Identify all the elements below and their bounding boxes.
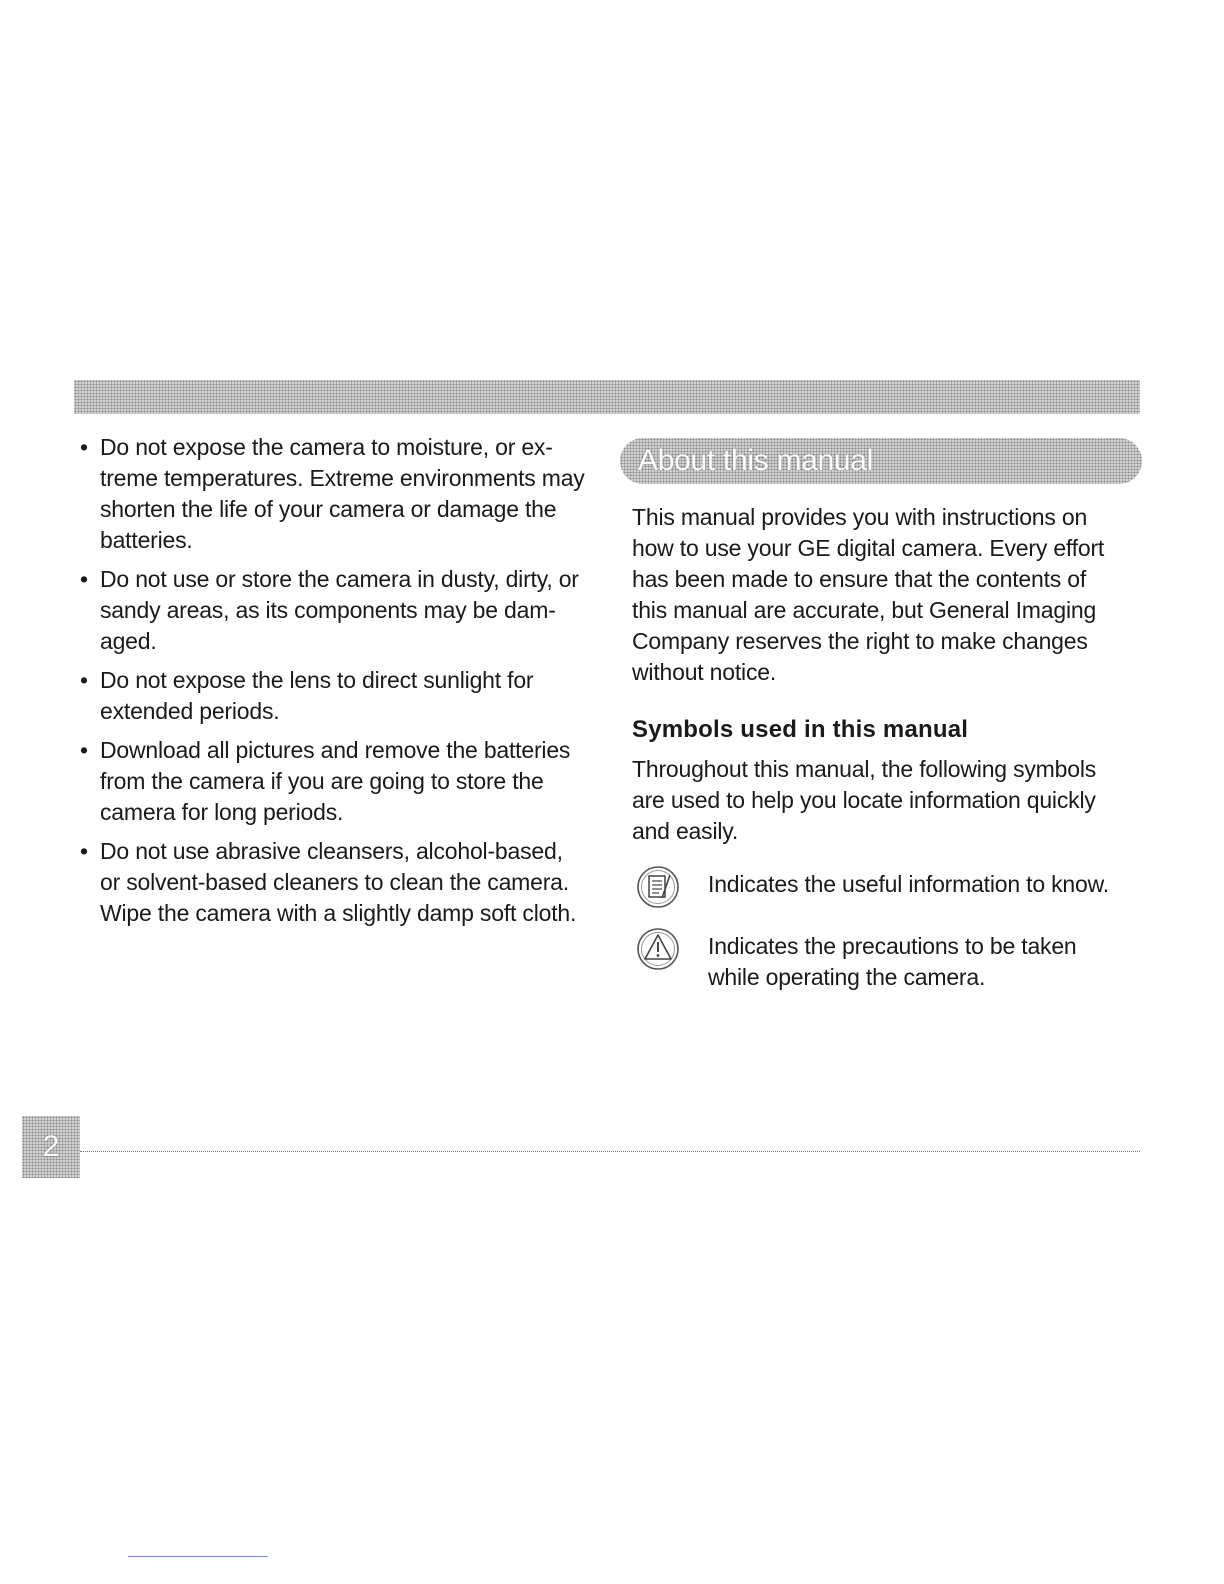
list-item-line: Download all pictures and remove the batteries	[100, 737, 571, 763]
bullet: •	[80, 838, 88, 864]
paragraph-line: without notice.	[632, 659, 777, 685]
list-item-line: or solvent-based cleaners to clean the camera.	[100, 869, 569, 895]
symbols-intro-paragraph	[632, 754, 1142, 847]
note-icon	[634, 865, 684, 909]
list-item-line: Do not use abrasive cleansers, alcohol-based,	[100, 838, 563, 864]
list-item-line: camera for long periods.	[100, 799, 344, 825]
bullet: •	[80, 737, 88, 763]
list-item-line: Do not expose the lens to direct sunlight for	[100, 667, 534, 693]
bottom-divider	[128, 1556, 268, 1557]
symbol-line: Indicates the precautions to be taken	[708, 933, 1077, 959]
section-title-pill	[620, 438, 1142, 484]
paragraph-line: has been made to ensure that the contents of	[632, 566, 1087, 592]
list-item	[74, 665, 594, 727]
list-item-line: sandy areas, as its components may be dam-	[100, 597, 556, 623]
list-item-line: batteries.	[100, 527, 193, 553]
warning-icon	[634, 927, 684, 971]
about-section	[620, 438, 1142, 993]
paragraph-line: and easily.	[632, 818, 739, 844]
list-item-line: Do not use or store the camera in dusty, dirty, or	[100, 566, 579, 592]
paragraph-line: this manual are accurate, but General Imaging	[632, 597, 1097, 623]
list-item	[74, 836, 594, 929]
symbol-row-note	[634, 865, 1142, 909]
paragraph-line: This manual provides you with instructions on	[632, 504, 1088, 530]
page-number-box	[22, 1116, 80, 1178]
list-item-line: aged.	[100, 628, 157, 654]
precautions-list	[74, 432, 594, 937]
list-item-line: shorten the life of your camera or damage the	[100, 496, 557, 522]
list-item	[74, 564, 594, 657]
list-item	[74, 432, 594, 556]
footer-divider	[80, 1151, 1140, 1152]
bullet: •	[80, 667, 88, 693]
page-number: 2	[42, 1130, 60, 1163]
symbol-description	[708, 927, 1077, 993]
intro-paragraph	[632, 502, 1142, 688]
symbol-description	[708, 865, 1109, 900]
paragraph-line: Throughout this manual, the following symbols	[632, 756, 1097, 782]
paragraph-line: how to use your GE digital camera. Every effort	[632, 535, 1105, 561]
symbol-line: while operating the camera.	[708, 964, 986, 990]
list-item-line: Wipe the camera with a slightly damp soft cloth.	[100, 900, 577, 926]
list-item-line: Do not expose the camera to moisture, or ex-	[100, 434, 553, 460]
symbols-heading: Symbols used in this manual	[632, 716, 969, 743]
list-item-line: treme temperatures. Extreme environments may	[100, 465, 585, 491]
section-title: About this manual	[638, 444, 874, 477]
bullet: •	[80, 566, 88, 592]
list-item-line: from the camera if you are going to store the	[100, 768, 544, 794]
paragraph-line: Company reserves the right to make changes	[632, 628, 1088, 654]
symbol-line: Indicates the useful information to know.	[708, 871, 1109, 897]
symbol-row-warning	[634, 927, 1142, 993]
header-bar	[74, 380, 1140, 414]
paragraph-line: are used to help you locate information quickly	[632, 787, 1096, 813]
list-item	[74, 735, 594, 828]
bullet: •	[80, 434, 88, 460]
list-item-line: extended periods.	[100, 698, 280, 724]
